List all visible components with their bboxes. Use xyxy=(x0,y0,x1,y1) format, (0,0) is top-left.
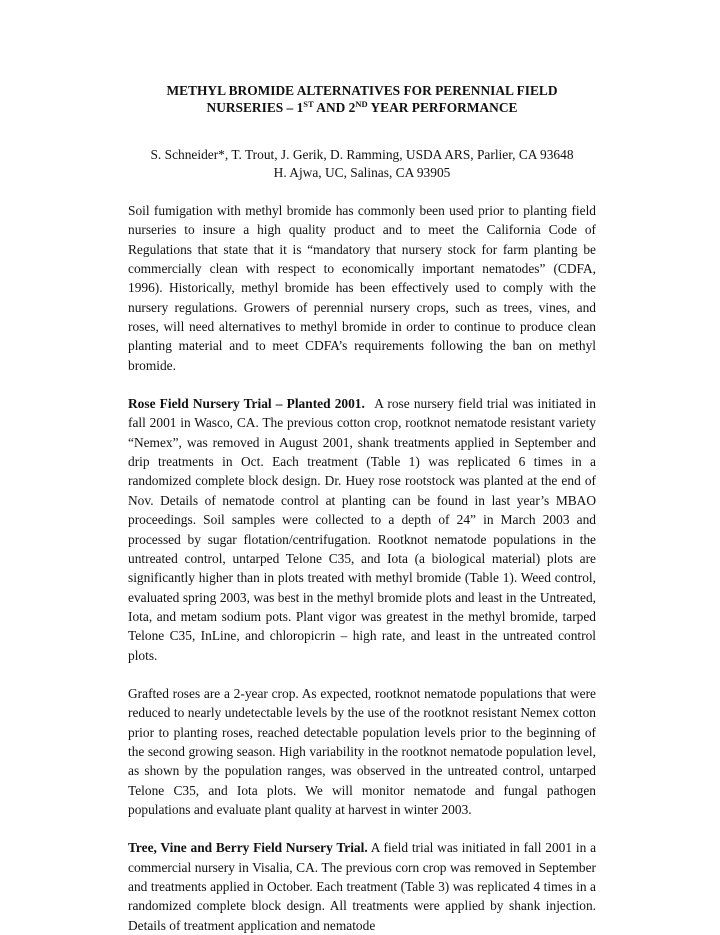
title-line-2-part-c: YEAR PERFORMANCE xyxy=(367,100,518,115)
title-line-2-part-a: NURSERIES – 1 xyxy=(206,100,304,115)
grafted-roses-paragraph: Grafted roses are a 2-year crop. As expected, rootknot nematode populations that were reduced to nearly undetectable levels by the use of the rootknot resistant Nemex cotton prior to planting roses, reached detectable population levels prior to the beginning of the second growing season. High variability in the rootknot nematode population level, as shown by the population ranges, was observed in the untreated control, untarped Telone C35, and Iota plots. We will monitor nematode and fungal pathogen populations and evaluate plant quality at harvest in winter 2003. xyxy=(128,685,596,817)
paper-title xyxy=(128,82,596,116)
title-superscript-nd: ND xyxy=(355,99,368,109)
tree-trial-heading: Tree, Vine and Berry Field Nursery Trial. xyxy=(128,840,368,856)
tree-trial-paragraph xyxy=(128,838,596,935)
author-block xyxy=(128,146,596,182)
rose-trial-heading: Rose Field Nursery Trial – Planted 2001. xyxy=(128,396,365,412)
title-line-2 xyxy=(128,99,596,116)
title-superscript-st: ST xyxy=(303,99,314,109)
authors-line-2: H. Ajwa, UC, Salinas, CA 93905 xyxy=(273,165,451,180)
tree-trial-body: A field trial was initiated in fall 2001 in a commercial nursery in Visalia, CA. The previous corn crop was removed in September and treatments applied in October. Each treatment (Table 3) was replicated 4 times in a randomized complete block design. All treatments were applied by shank injection. Details of treatment application and nematode xyxy=(128,840,597,933)
title-line-1: METHYL BROMIDE ALTERNATIVES FOR PERENNIAL FIELD xyxy=(166,83,558,98)
intro-paragraph: Soil fumigation with methyl bromide has commonly been used prior to planting field nurseries to insure a high quality product and to meet the California Code of Regulations that state that it is “mandatory that nursery stock for farm planting be commercially clean with respect to economically important nematodes” (CDFA, 1996). Historically, methyl bromide has been effectively used to comply with the nursery regulations. Growers of perennial nursery crops, such as trees, vines, and roses, will need alternatives to methyl bromide in order to continue to produce clean planting material and to meet CDFA’s requirements following the ban on methyl bromide. xyxy=(128,203,596,373)
rose-trial-body: A rose nursery field trial was initiated in fall 2001 in Wasco, CA. The previous cotton crop, rootknot nematode resistant variety “Nemex”, was removed in August 2001, shank treatments applied in September and drip treatments in Oct. Each treatment (Table 1) was replicated 6 times in a randomized complete block design. Dr. Huey rose rootstock was planted at the end of Nov. Details of nematode control at planting can be found in last year’s MBAO proceedings. Soil samples were collected to a depth of 24” in March 2003 and processed by sugar flotation/centrifugation. Rootknot nematode populations in the untreated control, untarped Telone C35, and Iota (a biological material) plots are significantly higher than in plots treated with methyl bromide (Table 1). Weed control, evaluated spring 2003, was best in the methyl bromide plots and least in the Untreated, Iota, and metam sodium pots. Plant vigor was greatest in the methyl bromide, tarped Telone C35, InLine, and chloropicrin – high rate, and least in the untreated control plots. xyxy=(128,396,596,663)
authors-line-1: S. Schneider*, T. Trout, J. Gerik, D. Ramming, USDA ARS, Parlier, CA 93648 xyxy=(150,147,574,162)
paper-page xyxy=(128,82,596,935)
rose-trial-paragraph xyxy=(128,394,596,665)
title-line-2-part-b: AND 2 xyxy=(313,100,356,115)
